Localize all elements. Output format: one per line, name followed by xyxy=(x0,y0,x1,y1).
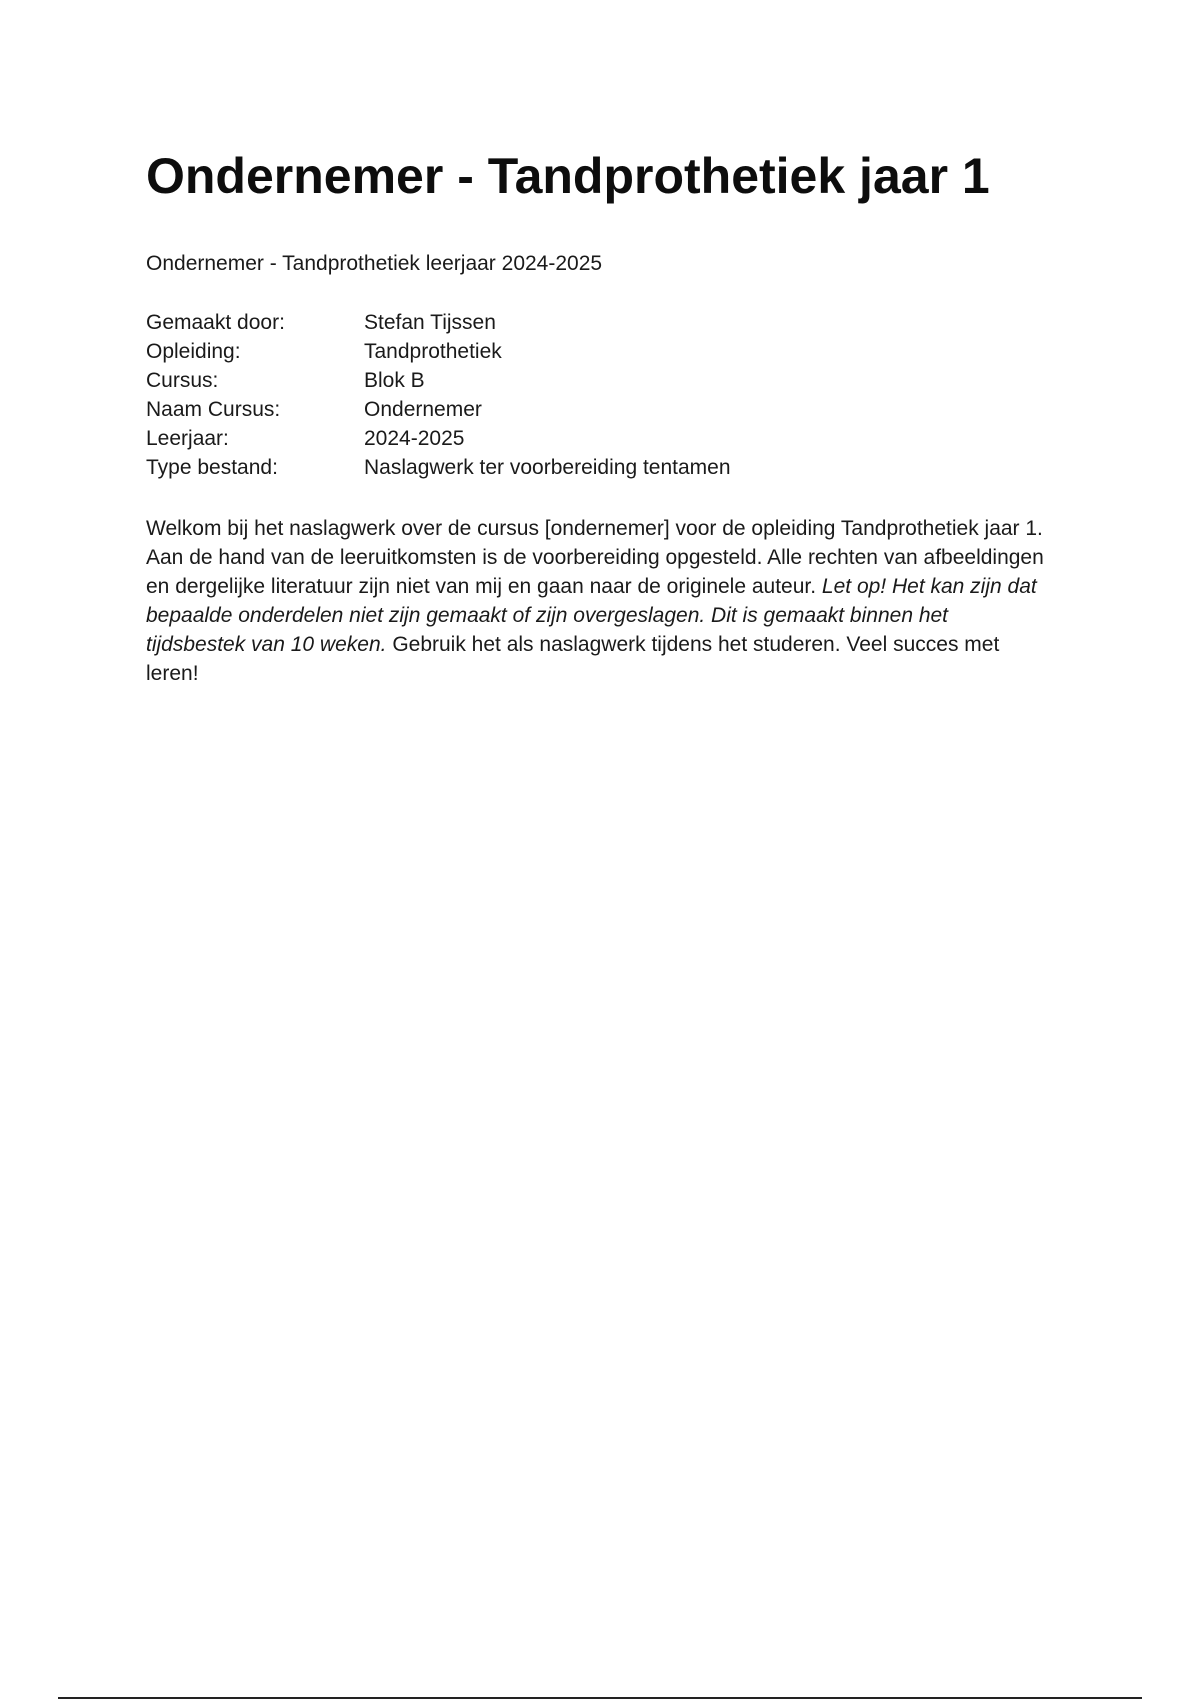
meta-label: Naam Cursus: xyxy=(146,398,281,421)
meta-label: Leerjaar: xyxy=(146,427,229,450)
meta-row-course xyxy=(146,366,1046,395)
meta-value: Stefan Tijssen xyxy=(364,311,496,334)
meta-value: Tandprothetiek xyxy=(364,340,502,363)
meta-value: Ondernemer xyxy=(364,398,482,421)
meta-label: Gemaakt door: xyxy=(146,311,285,334)
document-title: Ondernemer - Tandprothetiek jaar 1 xyxy=(146,148,990,204)
intro-text-end: Gebruik het als naslagwerk tijdens het studeren. Veel succes met leren! xyxy=(146,633,1000,685)
metadata-table xyxy=(146,308,1046,482)
meta-row-program xyxy=(146,337,1046,366)
meta-row-file-type xyxy=(146,453,1046,482)
meta-label: Cursus: xyxy=(146,369,219,392)
intro-text: Welkom bij het naslagwerk over de cursus [ondernemer] voor de opleiding Tandprothetiek jaar 1. Aan de hand van de leeruitkomsten is de voorbereiding opgesteld. Alle rechten van afbeeldingen en dergelijke literatuur zijn niet van mij en gaan naar de originele auteur. xyxy=(146,517,1044,598)
meta-value: Blok B xyxy=(364,369,425,392)
meta-row-course-name xyxy=(146,395,1046,424)
intro-paragraph xyxy=(146,514,1046,688)
meta-value: Naslagwerk ter voorbereiding tentamen xyxy=(364,456,731,479)
document-subtitle: Ondernemer - Tandprothetiek leerjaar 2024-2025 xyxy=(146,252,603,275)
intro-italic-note: Let op! Het kan zijn dat bepaalde onderdelen niet zijn gemaakt of zijn overgeslagen. Dit is gemaakt binnen het tijdsbestek van 10 weken. xyxy=(146,575,1037,656)
meta-row-author xyxy=(146,308,1046,337)
meta-value: 2024-2025 xyxy=(364,427,465,450)
meta-label: Opleiding: xyxy=(146,340,241,363)
meta-label: Type bestand: xyxy=(146,456,278,479)
meta-row-school-year xyxy=(146,424,1046,453)
page-bottom-rule xyxy=(58,1697,1142,1699)
